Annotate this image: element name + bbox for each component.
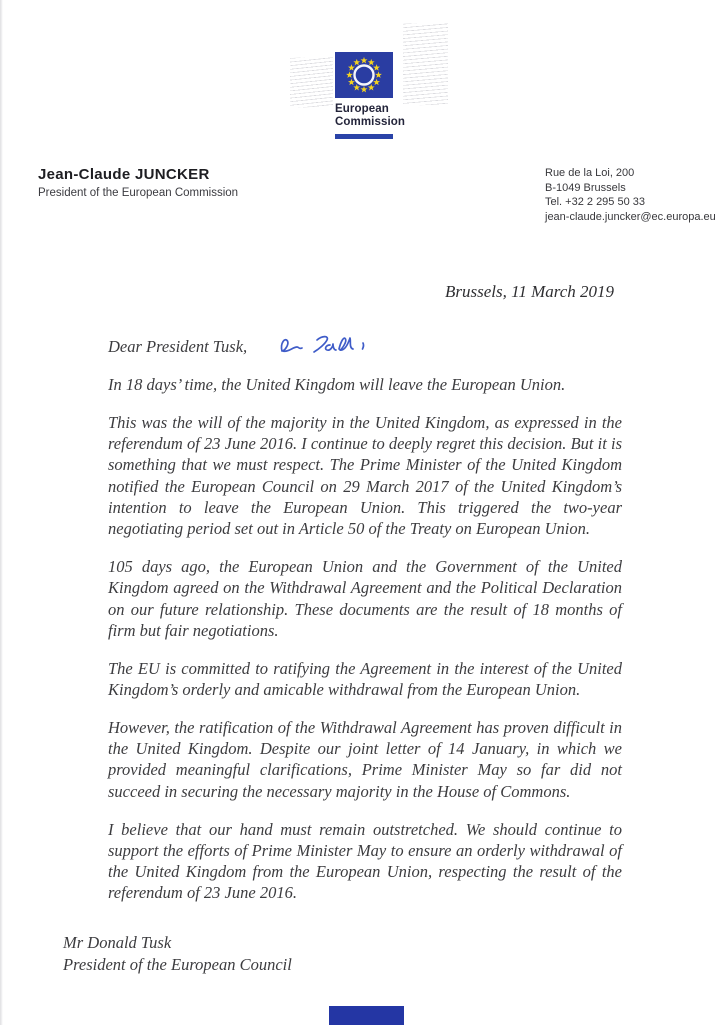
recipient-name: Mr Donald Tusk bbox=[63, 933, 172, 952]
contact-city: B-1049 Brussels bbox=[545, 181, 626, 194]
eu-flag-icon bbox=[335, 52, 405, 98]
contact-street: Rue de la Loi, 200 bbox=[545, 167, 635, 179]
european-commission-logo bbox=[335, 52, 405, 139]
letter-paragraph: I believe that our hand must remain outstretched. We should continue to support the efforts of Prime Minister May to ensure an orderly withdrawal of the United Kingdom from the European Union, respecting the result of the referendum of 23 June 2016. bbox=[108, 819, 622, 903]
footer-flag-bar bbox=[329, 1006, 404, 1025]
wordmark-line-1: European bbox=[335, 103, 389, 115]
salutation-row bbox=[108, 336, 622, 364]
recipient-title: President of the European Council bbox=[63, 954, 292, 974]
berlaymont-lines-right-icon bbox=[403, 22, 448, 106]
dateline: Brussels, 11 March 2019 bbox=[445, 282, 615, 301]
letter-paragraph: In 18 days’ time, the United Kingdom will leave the European Union. bbox=[108, 375, 566, 394]
sender-block bbox=[38, 166, 238, 199]
scan-edge-artifact bbox=[0, 0, 3, 1025]
contact-block bbox=[545, 166, 716, 224]
commission-wordmark bbox=[335, 103, 405, 129]
sender-name: Jean-Claude JUNCKER bbox=[38, 166, 210, 183]
letter-body bbox=[108, 336, 622, 920]
handwritten-note bbox=[273, 330, 383, 369]
recipient-block bbox=[63, 932, 292, 975]
letter-paragraph: This was the will of the majority in the United Kingdom, as expressed in the referendum of 23 June 2016. I continue to deeply regret this decision. But it is something that we must respect. The Prime Minister of the United Kingdom notified the European Council on 29 March 2017 of the United Kingdom’s intention to leave the European Union. This triggered the two-year negotiating period set out in Article 50 of the Treaty on European Union. bbox=[108, 412, 622, 539]
letter-paragraph: However, the ratification of the Withdrawal Agreement has proven difficult in the United Kingdom. Despite our joint letter of 14 January, in which we provided meaningful clarifications, Prime Minister May so far did not succeed in securing the necessary majority in the House of Commons. bbox=[108, 717, 622, 801]
letter-paragraph: The EU is committed to ratifying the Agreement in the interest of the United Kingdom’s orderly and amicable withdrawal from the European Union. bbox=[108, 658, 622, 700]
berlaymont-lines-left-icon bbox=[290, 56, 333, 108]
contact-email: jean-claude.juncker@ec.europa.eu bbox=[545, 210, 716, 223]
salutation: Dear President Tusk, bbox=[108, 337, 248, 356]
contact-phone: Tel. +32 2 295 50 33 bbox=[545, 196, 645, 208]
logo-underline-bar bbox=[335, 134, 393, 139]
sender-title: President of the European Commission bbox=[38, 187, 239, 199]
wordmark-line-2: Commission bbox=[335, 116, 406, 128]
letter-paragraph: 105 days ago, the European Union and the Government of the United Kingdom agreed on the Withdrawal Agreement and the Political Declaration on our future relationship. These documents are the result of 18 months of firm but fair negotiations. bbox=[108, 557, 622, 640]
